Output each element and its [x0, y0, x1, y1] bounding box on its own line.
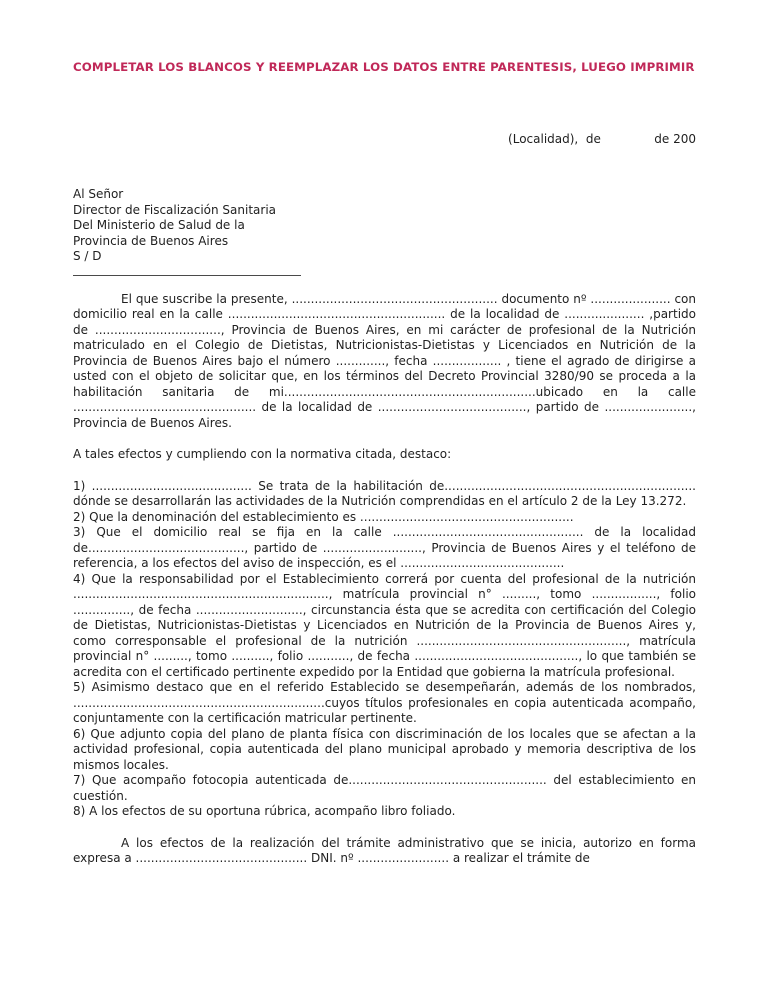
numbered-items-block: [73, 479, 696, 820]
purpose-line: A tales efectos y cumpliendo con la normativa citada, destaco:: [73, 447, 452, 461]
recipient-line-title: Director de Fiscalización Sanitaria: [73, 202, 277, 217]
date-line: (Localidad), de de 200: [508, 131, 696, 146]
recipient-block: [73, 187, 696, 276]
recipient-line-ministry: Del Ministerio de Salud de la: [73, 218, 245, 232]
closing-paragraph: A los efectos de la realización del trámite administrativo que se inicia, autorizo en forma expresa a ............................................. DNI. nº ........................ a realizar el trámite de: [73, 835, 696, 865]
item-2: 2) Que la denominación del establecimiento es ........................................................: [73, 509, 574, 524]
item-3: 3) Que el domicilio real se fija en la calle .................................................. de la localidad de........................................., partido de .........................., Provincia de Buenos Aires y el teléfono de referencia, a los efectos del aviso de inspección, es el ...........................................: [73, 525, 696, 570]
item-1: 1) .......................................... Se trata de la habilitación de.................................................................. dónde se desarrollarán las actividades de la Nutrición comprendidas en el artículo 2 de la Ley 13.272.: [73, 478, 696, 508]
item-7: 7) Que acompaño fotocopia autenticada de.................................................... del establecimiento en cuestión.: [73, 773, 696, 803]
intro-paragraph: El que suscribe la presente, ...................................................... documento nº ..................... con domicilio real en la calle ......................................................... de la localidad de ..................... ,partido de ................................., Provincia de Buenos Aires, en mi carácter de profesional de la Nutrición matriculado en el Colegio de Dietistas, Nutricionistas-Dietistas y Licenciados en Nutrición de la Provincia de Buenos Aires bajo el número ............., fecha .................. , tiene el agrado de dirigirse a usted con el objeto de solicitar que, en los términos del Decreto Provincial 3280/90 se proceda a la habilitación sanitaria de mi..................................................................ubicado en la calle ................................................ de la localidad de ......................................., partido de ......................., Provincia de Buenos Aires.: [73, 291, 696, 430]
recipient-line-salutation: Al Señor: [73, 187, 124, 201]
recipient-line-sd: S / D: [73, 249, 102, 263]
item-8: 8) A los efectos de su oportuna rúbrica, acompaño libro foliado.: [73, 804, 456, 818]
item-4: 4) Que la responsabilidad por el Establecimiento correrá por cuenta del profesional de la nutrición ..................................................................., matrícula provincial n° ........., tomo ................., folio ..............., de fecha ............................, circunstancia ésta que se acredita con certificación del Colegio de Dietistas, Nutricionistas-Dietistas y Licenciados en Nutrición de la Provincia de Buenos Aires y, como corresponsable el profesional de la nutrición ......................................................., matrícula provincial n° ........., tomo .........., folio ..........., de fecha ..........................................., lo que también se acredita con el certificado pertinente expedido por la Entidad que gobierna la matrícula profesional.: [73, 571, 696, 679]
recipient-line-province: Provincia de Buenos Aires: [73, 233, 229, 248]
item-5: 5) Asimismo destaco que en el referido Establecido se desempeñarán, además de los nombrados, ..................................................................cuyos títulos profesionales en copia autenticada acompaño, conjuntamente con la certificación matricular pertinente.: [73, 680, 696, 725]
instruction-header: COMPLETAR LOS BLANCOS Y REEMPLAZAR LOS DATOS ENTRE PARENTESIS, LUEGO IMPRIMIR: [73, 60, 695, 74]
recipient-underline: [73, 275, 301, 276]
letter-body: [73, 292, 696, 867]
item-6: 6) Que adjunto copia del plano de planta física con discriminación de los locales que se afectan a la actividad profesional, copia autenticada del plano municipal aprobado y memoria descriptiva de los mismos locales.: [73, 726, 696, 772]
